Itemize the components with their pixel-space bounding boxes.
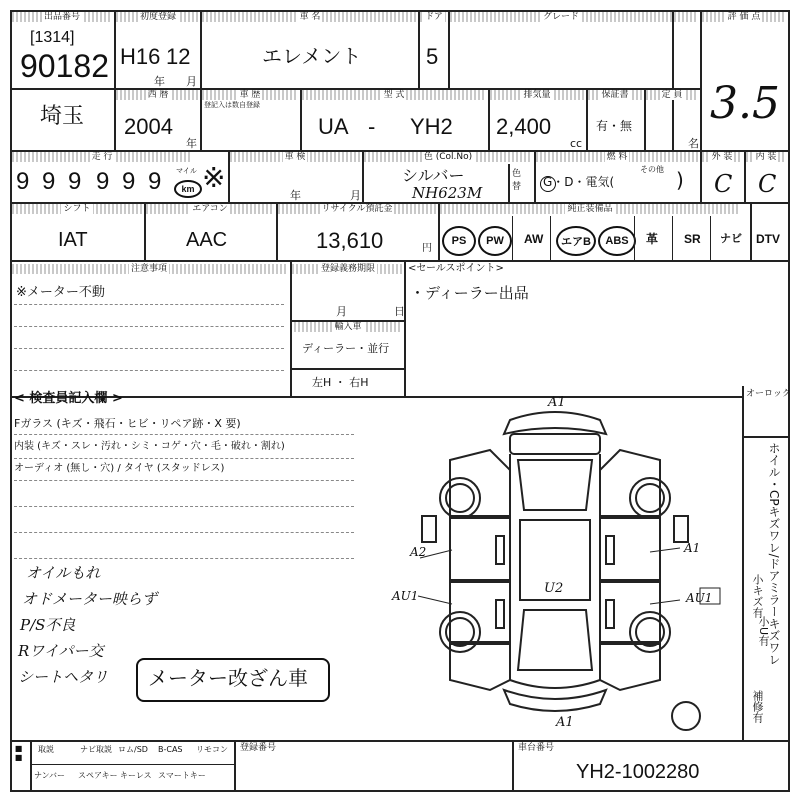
equip-airbag: エアB	[556, 226, 596, 256]
bottom-item: キーレス	[120, 771, 152, 780]
color-name: シルバー	[402, 166, 465, 185]
div	[744, 150, 746, 202]
mileage-digit: 9	[96, 168, 110, 195]
dash-line	[14, 506, 354, 507]
div	[586, 88, 588, 150]
recycle-value: 13,610	[316, 228, 384, 253]
hdr-model: 型 式	[302, 90, 486, 100]
equip-navi: ナビ	[720, 232, 742, 245]
hand-note: オドメーター映らず	[22, 590, 157, 608]
equip-leather: 革	[646, 232, 659, 246]
bottom-label: ■■	[14, 744, 23, 762]
car-name: エレメント	[262, 44, 362, 68]
hdr-disp: 排気量	[490, 90, 584, 100]
hdr-equipment: 純正装備品	[440, 204, 740, 214]
warranty-value: 有・無	[596, 119, 633, 133]
bottom-item: 取説	[38, 745, 54, 754]
hand-note: P/S不良	[20, 616, 76, 634]
import-value: ディーラー・並行	[302, 342, 390, 355]
region: 埼玉	[40, 104, 85, 129]
hdr-inspection: 車 検	[230, 152, 360, 162]
div	[508, 164, 510, 202]
hdr-recycle: リサイクル預託金	[278, 204, 436, 214]
div	[512, 216, 513, 260]
hdr-reg-no: 登録番号	[240, 743, 277, 753]
bottom-item: スマートキー	[158, 771, 206, 780]
frame-right	[788, 10, 790, 790]
color-change-label: 色替	[512, 169, 522, 192]
hdr-interior: 内 装	[746, 152, 786, 162]
hdr-exterior: 外 装	[702, 152, 742, 162]
div	[750, 202, 752, 260]
mark-right-a1: A1	[684, 541, 701, 555]
dash-line	[14, 458, 354, 459]
first-reg-era: H16	[120, 44, 161, 69]
capacity-unit: 名	[688, 137, 699, 150]
hand-note: オイルもれ	[26, 564, 101, 582]
year-unit: 年	[154, 75, 165, 88]
frame-bottom	[10, 790, 790, 792]
interior-grade: C	[758, 170, 777, 198]
hdr-score: 評 価 点	[702, 12, 786, 22]
mileage-unit-km: km	[174, 180, 202, 198]
displacement-unit: cc	[570, 137, 583, 150]
equip-sr: SR	[684, 232, 701, 246]
equip-ps: PS	[442, 226, 476, 256]
bottom-item: リモコン	[196, 745, 228, 754]
mileage-unit-mile: マイル	[176, 167, 197, 175]
dash-line	[14, 304, 284, 305]
div	[534, 150, 536, 202]
bottom-item: B-CAS	[158, 745, 183, 754]
side-extra: 小キズ有	[751, 574, 764, 618]
div	[200, 10, 202, 88]
notes-text: ※メーター不動	[16, 285, 105, 300]
hdr-doors: ドア	[420, 12, 448, 22]
hdr-inspector: < 検査員記入欄 >	[14, 391, 123, 406]
equip-abs: ABS	[598, 226, 636, 256]
hdr-import: 輸入車	[294, 322, 402, 332]
hdr-reg-deadline: 登録義務期限	[292, 264, 404, 274]
lot-prefix: [1314]	[30, 29, 75, 46]
row-line	[10, 260, 790, 262]
bottom-item: スペアキー	[78, 771, 118, 780]
dash-line	[14, 370, 284, 371]
mileage-digit: 9	[68, 168, 82, 195]
sales-point-text: ・ディーラー出品	[410, 284, 529, 302]
mark-rear: A1	[556, 715, 574, 730]
car-damage-diagram	[360, 390, 740, 740]
bottom-item: ナビ取説	[80, 745, 112, 754]
deadline-month: 月	[336, 305, 347, 318]
dash-line	[14, 558, 354, 559]
hdr-aircon: エアコン	[146, 204, 274, 214]
hdr-shift: シフト	[12, 204, 142, 214]
hdr-warranty: 保証書	[588, 90, 642, 100]
equip-aw: AW	[524, 232, 544, 246]
inspection-month-unit: 月	[350, 189, 361, 202]
chassis-note: 登記入は数自登録	[204, 101, 260, 109]
bottom-item: ロム/SD	[118, 745, 148, 754]
hdr-notes: 注意事項	[12, 264, 286, 274]
hdr-car-name: 車 名	[202, 12, 418, 22]
div	[448, 10, 450, 88]
fuel-options: G・D・電気(	[543, 175, 615, 189]
model-code: YH2	[410, 114, 453, 139]
recycle-unit: 円	[422, 243, 432, 254]
hdr-fuel: 燃 料	[536, 152, 698, 162]
mark-front: A1	[548, 395, 566, 410]
hdr-mileage: 走 行	[12, 152, 192, 162]
dash-line	[14, 532, 354, 533]
lot-number: 90182	[20, 48, 109, 84]
div	[644, 88, 646, 150]
color-code: NH623M	[412, 184, 483, 202]
div	[488, 88, 490, 150]
side-vertical-text: ホイル・CPキズワレ/ドアミラーキズワレ	[767, 442, 781, 666]
mileage-digit: 9	[148, 168, 162, 195]
displacement-value: 2,400	[496, 114, 552, 139]
hdr-lot: 出品番号	[12, 12, 112, 22]
inspector-line-interior: 内装 (キズ・スレ・汚れ・シミ・コゲ・穴・毛・破れ・割れ)	[14, 441, 285, 452]
aircon-value: AAC	[186, 229, 228, 251]
doors-value: 5	[426, 44, 439, 69]
stamp-text: メーター改ざん車	[148, 666, 308, 690]
steering: 左H ・ 右H	[312, 376, 369, 389]
hdr-year: 西 暦	[116, 90, 200, 100]
hdr-serial: 車台番号	[518, 743, 555, 753]
first-reg-month: 12	[166, 44, 191, 69]
fuel-close: )	[676, 168, 684, 192]
div	[700, 150, 702, 202]
dash-line	[14, 480, 354, 481]
div	[700, 10, 702, 150]
hdr-sales-point: <セールスポイント>	[408, 263, 504, 274]
side-extra: 補修有	[751, 690, 764, 723]
hdr-color: 色 (Col.No)	[364, 152, 532, 162]
hdr-grade: グレード	[450, 12, 672, 22]
mileage-mark: ※	[202, 161, 226, 194]
shift-value: IAT	[58, 229, 88, 251]
deadline-day: 日	[394, 305, 405, 318]
mileage-digit: 9	[42, 168, 56, 195]
hdr-chassis: 車 歴	[202, 90, 298, 100]
mark-left-a2: A2	[410, 545, 427, 559]
div	[300, 88, 302, 150]
div	[234, 740, 236, 790]
row-line	[10, 740, 790, 742]
equip-pw: PW	[478, 226, 512, 256]
year-value: 2004	[124, 114, 173, 139]
div	[438, 202, 440, 260]
div	[710, 216, 711, 260]
bottom-item: ナンバー	[34, 771, 66, 780]
inspector-line-glass: Fガラス (キズ・飛石・ヒビ・リペア跡・X 要)	[14, 417, 241, 430]
dash-line	[14, 348, 284, 349]
serial-value: YH2-1002280	[576, 761, 700, 783]
mark-right-au1: AU1	[686, 591, 713, 605]
side-label: オーロック	[746, 389, 791, 399]
div	[276, 202, 278, 260]
div	[228, 150, 230, 202]
div	[362, 150, 364, 202]
div	[114, 10, 116, 150]
hdr-capacity: 定 員	[646, 90, 698, 100]
mark-roof: U2	[544, 581, 564, 596]
div	[512, 740, 514, 790]
dash-line	[14, 434, 354, 435]
row-line	[30, 764, 234, 765]
div	[672, 216, 673, 260]
inspector-line-audio: オーディオ (無し・穴) / タイヤ (スタッドレス)	[14, 463, 225, 474]
div	[200, 88, 202, 150]
score-value: 3.5	[710, 78, 780, 129]
model-dash: -	[368, 114, 376, 139]
mark-left-au1: AU1	[392, 589, 419, 603]
hdr-first-reg: 初度登録	[116, 12, 200, 22]
hdr-blank	[674, 12, 698, 22]
exterior-grade: C	[714, 170, 733, 198]
frame-left	[10, 10, 12, 790]
div	[144, 202, 146, 260]
inspection-year-unit: 年	[290, 189, 301, 202]
div	[550, 216, 551, 260]
div	[290, 262, 292, 396]
side-extra: 小U有	[757, 616, 770, 647]
div	[672, 10, 674, 150]
row-line	[290, 368, 406, 370]
div	[418, 10, 420, 88]
div	[30, 740, 32, 790]
model-prefix: UA	[318, 114, 349, 139]
dash-line	[14, 326, 284, 327]
hand-note: Rワイパー交	[18, 642, 104, 660]
year-unit-2: 年	[186, 137, 197, 150]
hand-note: シートヘタリ	[18, 668, 109, 686]
row-line	[742, 436, 790, 438]
mileage-digit: 9	[122, 168, 136, 195]
div	[404, 262, 406, 396]
equip-dtv: DTV	[756, 232, 780, 246]
month-unit: 月	[186, 75, 197, 88]
fuel-other: その他	[640, 165, 664, 174]
mileage-digit: 9	[16, 168, 30, 195]
div	[634, 216, 635, 260]
div	[742, 386, 744, 740]
